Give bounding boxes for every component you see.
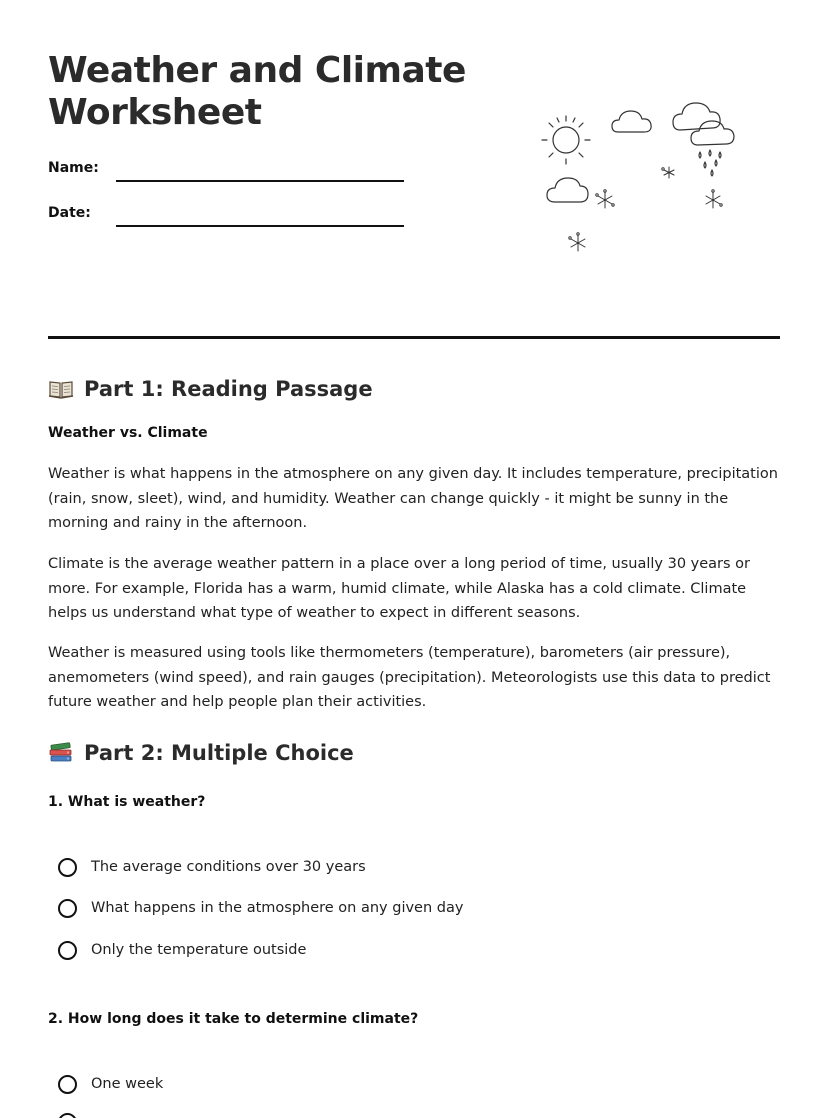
- name-line[interactable]: [116, 180, 404, 182]
- part2-heading: [48, 739, 354, 767]
- q1-option-b[interactable]: [58, 896, 463, 920]
- snowflake-icon: [706, 190, 722, 208]
- radio-button[interactable]: [58, 941, 77, 960]
- date-label: Date:: [48, 205, 91, 221]
- date-field-row: [48, 205, 408, 235]
- radio-button[interactable]: [58, 1075, 77, 1094]
- option-label: One week: [91, 1076, 164, 1092]
- part2-heading-text: Part 2: Multiple Choice: [84, 741, 354, 765]
- cloud-icon: [612, 111, 651, 132]
- page-title: Weather and Climate Worksheet: [48, 50, 466, 133]
- cloud-icon: [547, 178, 588, 202]
- option-label: Only the temperature outside: [91, 942, 307, 958]
- passage-paragraph: Climate is the average weather pattern in a place over a long period of time, usually 30 years or more. For example, Florida has a warm, humid climate, while Alaska has a cold climate. Climate helps us understand what type of weather to expect in different seasons.: [48, 556, 751, 621]
- passage-subheading: Weather vs. Climate: [48, 425, 208, 441]
- q2-option-a[interactable]: [58, 1072, 163, 1096]
- q1-option-c[interactable]: [58, 938, 306, 962]
- weather-illustration: [530, 90, 750, 265]
- question-1: 1. What is weather?: [48, 794, 206, 810]
- question-2: 2. How long does it take to determine climate?: [48, 1011, 419, 1027]
- passage-paragraph: Weather is measured using tools like thermometers (temperature), barometers (air pressure), anemometers (wind speed), and rain gauges (precipitation). Meteorologists use this data to predict future weather and help people plan their activities.: [48, 645, 771, 710]
- radio-button[interactable]: [58, 858, 77, 877]
- open-book-icon: [48, 377, 74, 401]
- snowflake-icon: [569, 233, 585, 251]
- name-field-row: [48, 160, 408, 190]
- sun-icon: [542, 116, 590, 164]
- option-label: The average conditions over 30 years: [91, 859, 366, 875]
- rain-cloud-icon: [673, 103, 734, 176]
- snowflake-icon: [596, 190, 614, 208]
- q2-option-b[interactable]: [58, 1110, 91, 1118]
- radio-button[interactable]: [58, 1113, 77, 1118]
- q1-option-a[interactable]: [58, 855, 366, 879]
- part1-heading: [48, 375, 373, 403]
- name-label: Name:: [48, 160, 99, 176]
- option-label: What happens in the atmosphere on any given day: [91, 900, 464, 916]
- part1-heading-text: Part 1: Reading Passage: [84, 377, 373, 401]
- date-line[interactable]: [116, 225, 404, 227]
- snowflake-icon: [662, 167, 674, 178]
- radio-button[interactable]: [58, 899, 77, 918]
- books-stack-icon: [48, 741, 74, 765]
- passage-paragraph: Weather is what happens in the atmosphere on any given day. It includes temperature, precipitation (rain, snow, sleet), wind, and humidity. Weather can change quickly - it might be sunny in the morning and rainy in the afternoon.: [48, 466, 778, 531]
- section-divider: [48, 336, 780, 339]
